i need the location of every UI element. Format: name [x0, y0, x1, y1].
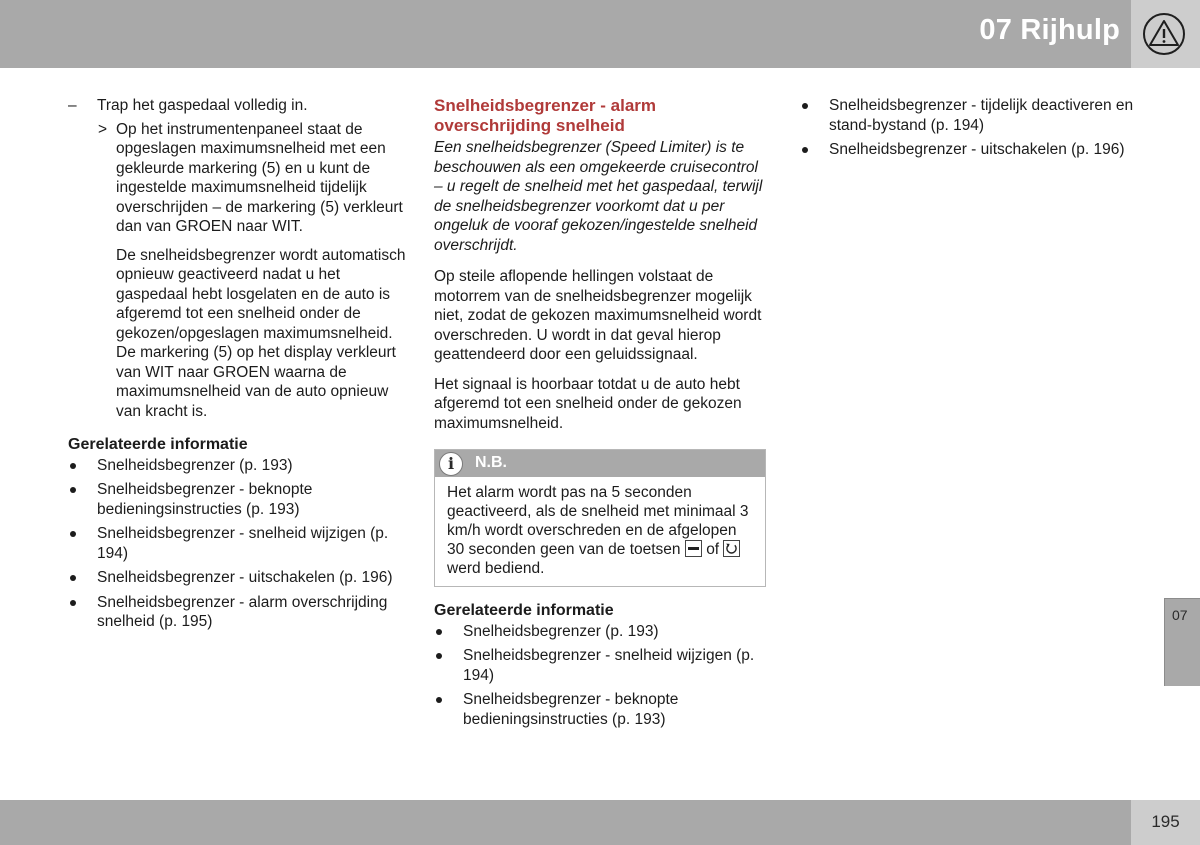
- header-band: [0, 0, 1131, 68]
- related-link[interactable]: [434, 646, 766, 685]
- related-info-title: Gerelateerde informatie: [68, 436, 248, 453]
- minus-key-icon: [685, 540, 702, 557]
- step-text: Trap het gaspedaal volledig in.: [97, 97, 308, 114]
- chapter-title: 07 Rijhulp: [979, 14, 1120, 46]
- related-link[interactable]: [68, 593, 408, 632]
- result-marker: >: [98, 120, 108, 138]
- chapter-side-tab[interactable]: [1164, 598, 1200, 686]
- note-text: Het alarm wordt pas na 5 seconden geactiveerd, als de snelheid met minimaal 3 km/h wordt overschreden en de afgelopen 30 seconden geen van de toetsen: [447, 484, 749, 558]
- instruction-result: [68, 120, 408, 237]
- reactivation-paragraph: De snelheidsbegrenzer wordt automatisch opnieuw geactiveerd nadat u het gaspedaal hebt losgelaten en de auto is afgeremd tot een snelheid onder de gekozen/opgeslagen maximumsnelheid. De markering (5) op het display verkleurt van WIT naar GROEN waarna de maximumsnelheid van de auto opnieuw van kracht is.: [116, 246, 406, 420]
- bullet-dot: [802, 147, 808, 153]
- related-link[interactable]: [434, 690, 766, 729]
- related-info-list: [800, 96, 1135, 160]
- body-paragraph: Op steile aflopende hellingen volstaat de motorrem van de snelheidsbegrenzer mogelijk niet, zodat de gekozen maximumsnelheid wordt overschreden. U wordt in dat geval hierop geattendeerd door een geluidssignaal.: [434, 268, 762, 363]
- result-text: Op het instrumentenpaneel staat de opgeslagen maximumsnelheid met een gekleurde markering (5) en u kunt de ingestelde maximumsnelheid tijdelijk overschrijden – de markering (5) verkleurt dan van GROEN naar WIT.: [116, 120, 403, 235]
- bullet-dot: [70, 600, 76, 606]
- bullet-dot: [70, 575, 76, 581]
- instruction-step: [68, 96, 408, 116]
- related-info-title: Gerelateerde informatie: [434, 602, 614, 619]
- related-link-text: Snelheidsbegrenzer - alarm overschrijding snelheid (p. 195): [97, 593, 388, 630]
- note-body: [435, 477, 765, 586]
- related-link-text: Snelheidsbegrenzer - uitschakelen (p. 196): [829, 141, 1125, 158]
- bullet-dot: [436, 653, 442, 659]
- warning-triangle-icon: [1141, 12, 1187, 56]
- note-text-end: werd bediend.: [447, 560, 545, 577]
- related-link[interactable]: [68, 480, 408, 519]
- note-box: [434, 449, 766, 587]
- related-link-text: Snelheidsbegrenzer - snelheid wijzigen (p. 194): [463, 647, 755, 684]
- related-link-text: Snelheidsbegrenzer - beknopte bedieningsinstructies (p. 193): [463, 691, 679, 728]
- resume-key-icon: [723, 540, 740, 557]
- page-number: 195: [1151, 812, 1180, 831]
- related-link-text: Snelheidsbegrenzer (p. 193): [463, 622, 659, 640]
- related-link-text: Snelheidsbegrenzer - snelheid wijzigen (p. 194): [97, 525, 389, 562]
- related-link-text: Snelheidsbegrenzer - beknopte bedieningsinstructies (p. 193): [97, 481, 313, 518]
- column-middle: [434, 96, 766, 734]
- related-link[interactable]: [800, 96, 1135, 135]
- related-link[interactable]: [434, 622, 766, 642]
- body-paragraph: Het signaal is hoorbaar totdat u de auto hebt afgeremd tot een snelheid onder de gekozen maximumsnelheid.: [434, 375, 742, 432]
- bullet-dot: [436, 697, 442, 703]
- section-title: Snelheidsbegrenzer - alarm overschrijding snelheid: [434, 96, 657, 135]
- note-header: [435, 450, 765, 477]
- related-link[interactable]: [800, 140, 1135, 160]
- bullet-dot: [436, 629, 442, 635]
- related-link[interactable]: [68, 568, 408, 588]
- bullet-dot: [70, 531, 76, 537]
- related-link[interactable]: [68, 524, 408, 563]
- related-link-text: Snelheidsbegrenzer - tijdelijk deactiveren en stand-bystand (p. 194): [829, 97, 1134, 134]
- bullet-dot: [802, 103, 808, 109]
- related-info-list: [68, 456, 408, 632]
- info-icon: i: [439, 452, 463, 476]
- step-marker: –: [68, 97, 77, 114]
- related-link-text: Snelheidsbegrenzer - uitschakelen (p. 196): [97, 569, 393, 586]
- bullet-dot: [70, 463, 76, 469]
- footer-band: [0, 800, 1131, 845]
- related-link-text: Snelheidsbegrenzer (p. 193): [97, 456, 293, 474]
- column-left: [68, 96, 408, 637]
- note-text-or: of: [706, 541, 720, 558]
- section-intro: Een snelheidsbegrenzer (Speed Limiter) is te beschouwen als een omgekeerde cruisecontrol – u regelt de snelheid met het gaspedaal, terwijl de snelheidsbegrenzer voorkomt dat u per ongeluk de vooraf gekozen/ingestelde snelheid overschrijdt.: [434, 139, 763, 254]
- bullet-dot: [70, 487, 76, 493]
- column-right: [800, 96, 1135, 165]
- side-tab-label: 07: [1172, 607, 1188, 623]
- note-label: N.B.: [475, 454, 507, 471]
- related-link[interactable]: [68, 456, 408, 476]
- related-info-list: [434, 622, 766, 730]
